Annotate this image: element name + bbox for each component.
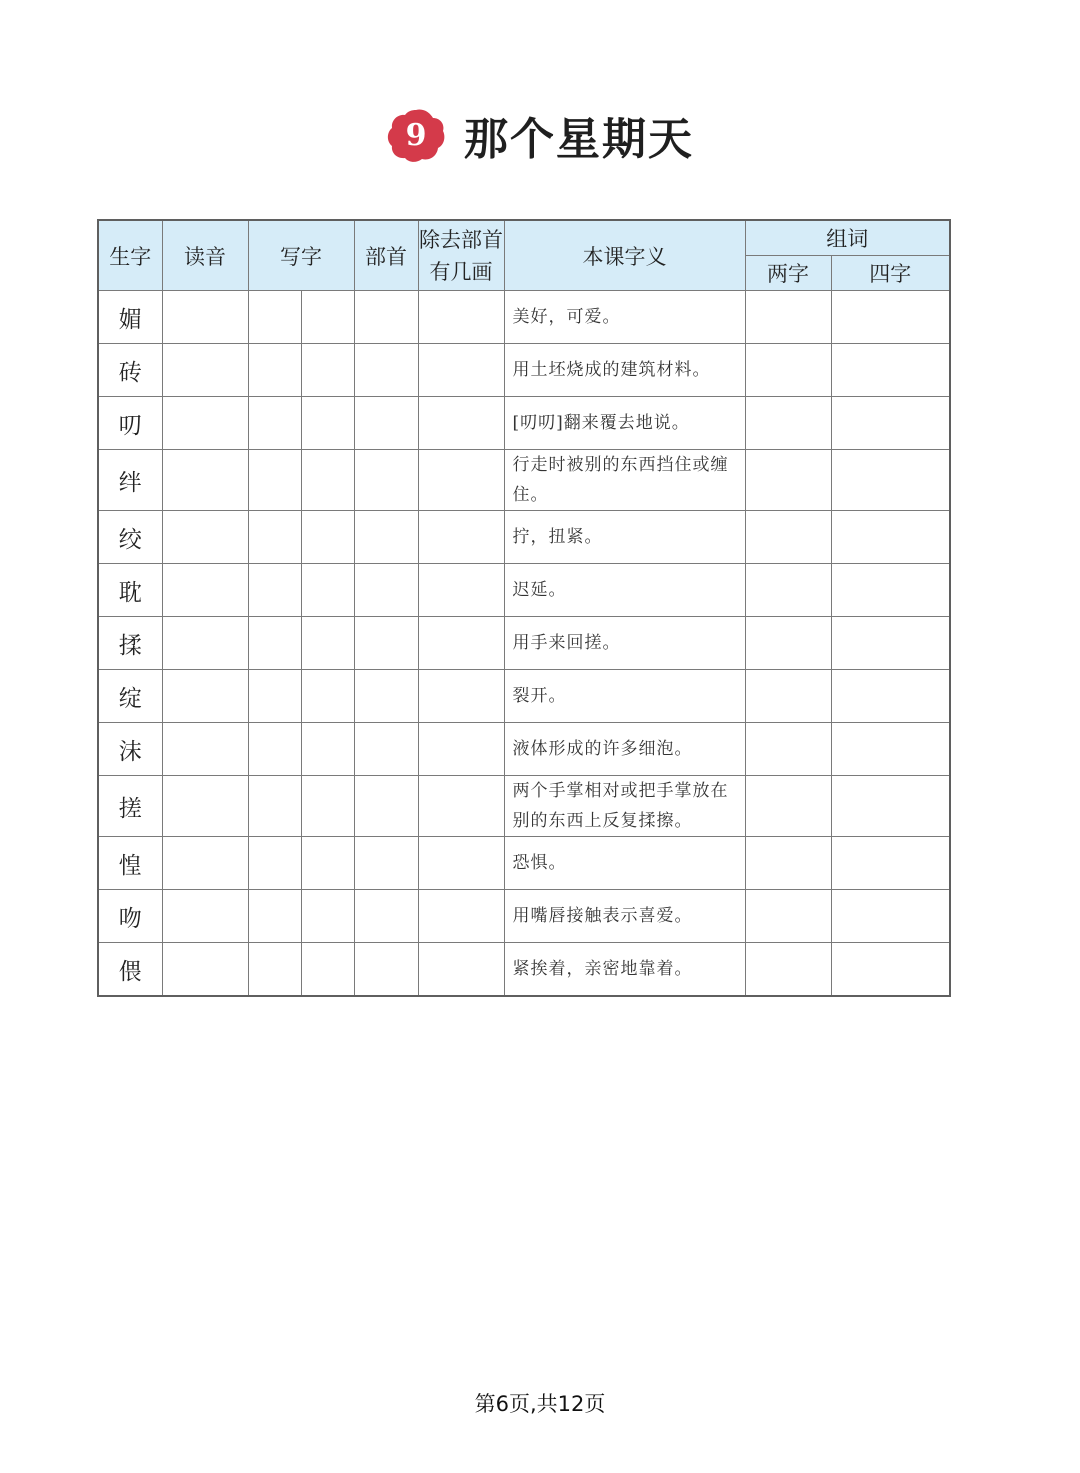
write-cell-left[interactable] <box>248 723 301 776</box>
write-cell-right[interactable] <box>301 890 354 943</box>
write-cell-right[interactable] <box>301 837 354 890</box>
char-cell: 偎 <box>98 943 162 997</box>
header-meaning: 本课字义 <box>504 220 745 291</box>
header-write: 写字 <box>248 220 354 291</box>
two-char-word-cell[interactable] <box>745 344 831 397</box>
radical-input-cell[interactable] <box>354 564 418 617</box>
header-four-char: 四字 <box>831 256 950 291</box>
lesson-number: 9 <box>405 117 427 153</box>
radical-input-cell[interactable] <box>354 511 418 564</box>
radical-input-cell[interactable] <box>354 291 418 344</box>
two-char-word-cell[interactable] <box>745 890 831 943</box>
table-row <box>98 291 950 344</box>
two-char-word-cell[interactable] <box>745 776 831 837</box>
char-cell: 揉 <box>98 617 162 670</box>
table-row <box>98 450 950 511</box>
four-char-word-cell[interactable] <box>831 837 950 890</box>
pinyin-input-cell[interactable] <box>162 890 248 943</box>
two-char-word-cell[interactable] <box>745 564 831 617</box>
four-char-word-cell[interactable] <box>831 670 950 723</box>
meaning-cell: 用嘴唇接触表示喜爱。 <box>504 890 745 943</box>
two-char-word-cell[interactable] <box>745 670 831 723</box>
header-strokes-line1: 除去部首 <box>419 227 503 252</box>
write-cell-right[interactable] <box>301 776 354 837</box>
write-cell-left[interactable] <box>248 397 301 450</box>
header-strokes-line2: 有几画 <box>429 259 493 284</box>
strokes-input-cell[interactable] <box>418 776 504 837</box>
pinyin-input-cell[interactable] <box>162 397 248 450</box>
write-cell-left[interactable] <box>248 617 301 670</box>
char-cell: 绊 <box>98 450 162 511</box>
strokes-input-cell[interactable] <box>418 511 504 564</box>
header-radical: 部首 <box>354 220 418 291</box>
table-row <box>98 890 950 943</box>
table-body <box>98 291 950 997</box>
radical-input-cell[interactable] <box>354 617 418 670</box>
table-row <box>98 617 950 670</box>
write-cell-left[interactable] <box>248 344 301 397</box>
pinyin-input-cell[interactable] <box>162 723 248 776</box>
char-cell: 叨 <box>98 397 162 450</box>
table-row <box>98 564 950 617</box>
pinyin-input-cell[interactable] <box>162 291 248 344</box>
table-row <box>98 344 950 397</box>
write-cell-left[interactable] <box>248 564 301 617</box>
pinyin-input-cell[interactable] <box>162 837 248 890</box>
lesson-title: 那个星期天 <box>464 114 694 165</box>
write-cell-right[interactable] <box>301 397 354 450</box>
strokes-input-cell[interactable] <box>418 450 504 511</box>
char-cell: 绽 <box>98 670 162 723</box>
write-cell-left[interactable] <box>248 291 301 344</box>
table-row <box>98 776 950 837</box>
strokes-input-cell[interactable] <box>418 397 504 450</box>
header-two-char: 两字 <box>745 256 831 291</box>
table-row <box>98 511 950 564</box>
strokes-input-cell[interactable] <box>418 943 504 997</box>
page-footer: 第6页,共12页 <box>474 1392 606 1416</box>
write-cell-right[interactable] <box>301 670 354 723</box>
char-cell: 搓 <box>98 776 162 837</box>
write-cell-right[interactable] <box>301 511 354 564</box>
pinyin-input-cell[interactable] <box>162 943 248 997</box>
pinyin-input-cell[interactable] <box>162 511 248 564</box>
four-char-word-cell[interactable] <box>831 344 950 397</box>
write-cell-right[interactable] <box>301 344 354 397</box>
four-char-word-cell[interactable] <box>831 776 950 837</box>
two-char-word-cell[interactable] <box>745 511 831 564</box>
strokes-input-cell[interactable] <box>418 617 504 670</box>
strokes-input-cell[interactable] <box>418 291 504 344</box>
two-char-word-cell[interactable] <box>745 291 831 344</box>
strokes-input-cell[interactable] <box>418 564 504 617</box>
meaning-cell: 液体形成的许多细泡。 <box>504 723 745 776</box>
table-row <box>98 670 950 723</box>
radical-input-cell[interactable] <box>354 776 418 837</box>
meaning-cell: [叨叨]翻来覆去地说。 <box>504 397 745 450</box>
four-char-word-cell[interactable] <box>831 397 950 450</box>
radical-input-cell[interactable] <box>354 344 418 397</box>
char-cell: 沫 <box>98 723 162 776</box>
char-cell: 惶 <box>98 837 162 890</box>
table-row <box>98 837 950 890</box>
two-char-word-cell[interactable] <box>745 943 831 997</box>
table-row <box>98 397 950 450</box>
write-cell-right[interactable] <box>301 564 354 617</box>
four-char-word-cell[interactable] <box>831 943 950 997</box>
header-words: 组词 <box>745 220 950 256</box>
write-cell-left[interactable] <box>248 776 301 837</box>
pinyin-input-cell[interactable] <box>162 564 248 617</box>
two-char-word-cell[interactable] <box>745 837 831 890</box>
write-cell-left[interactable] <box>248 670 301 723</box>
write-cell-left[interactable] <box>248 511 301 564</box>
meaning-cell: 恐惧。 <box>504 837 745 890</box>
strokes-input-cell[interactable] <box>418 890 504 943</box>
vocabulary-table <box>97 219 951 997</box>
pinyin-input-cell[interactable] <box>162 776 248 837</box>
four-char-word-cell[interactable] <box>831 450 950 511</box>
pinyin-input-cell[interactable] <box>162 617 248 670</box>
radical-input-cell[interactable] <box>354 837 418 890</box>
meaning-cell: 两个手掌相对或把手掌放在别的东西上反复揉擦。 <box>504 776 745 837</box>
four-char-word-cell[interactable] <box>831 723 950 776</box>
four-char-word-cell[interactable] <box>831 617 950 670</box>
pinyin-input-cell[interactable] <box>162 450 248 511</box>
four-char-word-cell[interactable] <box>831 890 950 943</box>
header-char: 生字 <box>98 220 162 291</box>
meaning-cell: 行走时被别的东西挡住或缠住。 <box>504 450 745 511</box>
pinyin-input-cell[interactable] <box>162 344 248 397</box>
lesson-title-bar <box>0 100 1080 170</box>
write-cell-right[interactable] <box>301 943 354 997</box>
meaning-cell: 迟延。 <box>504 564 745 617</box>
strokes-input-cell[interactable] <box>418 670 504 723</box>
header-pinyin: 读音 <box>162 220 248 291</box>
four-char-word-cell[interactable] <box>831 511 950 564</box>
meaning-cell: 美好，可爱。 <box>504 291 745 344</box>
write-cell-left[interactable] <box>248 450 301 511</box>
meaning-cell: 用土坯烧成的建筑材料。 <box>504 344 745 397</box>
write-cell-right[interactable] <box>301 617 354 670</box>
strokes-input-cell[interactable] <box>418 837 504 890</box>
two-char-word-cell[interactable] <box>745 397 831 450</box>
pinyin-input-cell[interactable] <box>162 670 248 723</box>
four-char-word-cell[interactable] <box>831 564 950 617</box>
strokes-input-cell[interactable] <box>418 723 504 776</box>
radical-input-cell[interactable] <box>354 723 418 776</box>
write-cell-right[interactable] <box>301 450 354 511</box>
char-cell: 砖 <box>98 344 162 397</box>
two-char-word-cell[interactable] <box>745 617 831 670</box>
strokes-input-cell[interactable] <box>418 344 504 397</box>
lesson-number-badge <box>386 107 446 163</box>
two-char-word-cell[interactable] <box>745 450 831 511</box>
char-cell: 媚 <box>98 291 162 344</box>
char-cell: 吻 <box>98 890 162 943</box>
radical-input-cell[interactable] <box>354 670 418 723</box>
meaning-cell: 用手来回搓。 <box>504 617 745 670</box>
two-char-word-cell[interactable] <box>745 723 831 776</box>
write-cell-left[interactable] <box>248 837 301 890</box>
meaning-cell: 裂开。 <box>504 670 745 723</box>
write-cell-left[interactable] <box>248 890 301 943</box>
char-cell: 耽 <box>98 564 162 617</box>
table-row <box>98 723 950 776</box>
meaning-cell: 拧，扭紧。 <box>504 511 745 564</box>
table-row <box>98 943 950 997</box>
header-strokes <box>418 220 504 291</box>
radical-input-cell[interactable] <box>354 397 418 450</box>
radical-input-cell[interactable] <box>354 943 418 997</box>
four-char-word-cell[interactable] <box>831 291 950 344</box>
meaning-cell: 紧挨着，亲密地靠着。 <box>504 943 745 997</box>
char-cell: 绞 <box>98 511 162 564</box>
radical-input-cell[interactable] <box>354 450 418 511</box>
write-cell-left[interactable] <box>248 943 301 997</box>
radical-input-cell[interactable] <box>354 890 418 943</box>
write-cell-right[interactable] <box>301 291 354 344</box>
write-cell-right[interactable] <box>301 723 354 776</box>
header-row <box>98 220 950 256</box>
